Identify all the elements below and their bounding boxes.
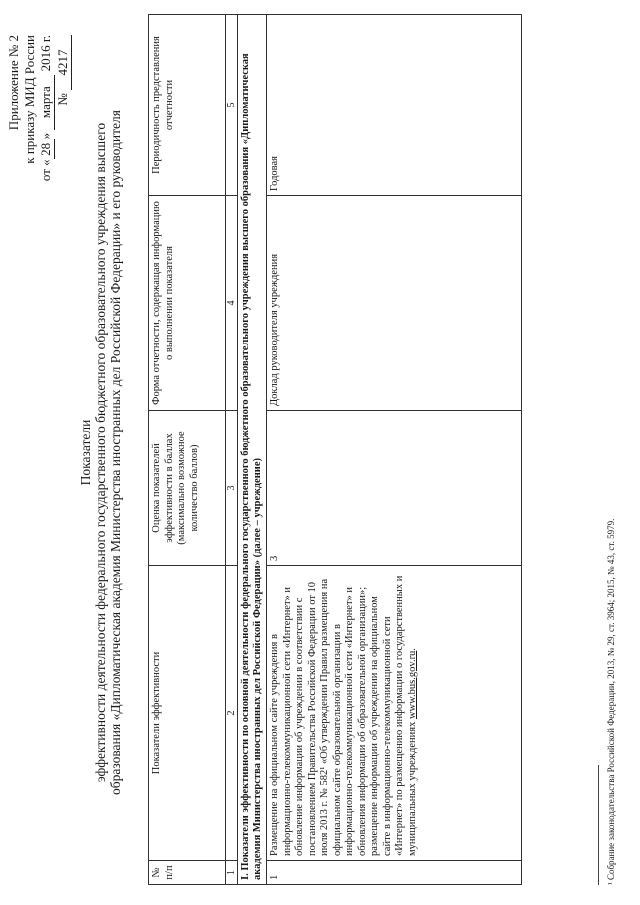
indicator-text-end: .: [406, 648, 418, 651]
section-heading-row: [238, 15, 267, 885]
header-report-form: Форма отчетности, содержащая информацию о выполнении показателя: [149, 196, 226, 411]
number-prefix: №: [55, 90, 70, 106]
footnote: [606, 519, 616, 885]
header-periodicity: Периодичность представления отчетности: [149, 15, 226, 196]
row-periodicity: Годовая: [267, 15, 522, 196]
appendix-title: Приложение № 2: [6, 35, 21, 131]
date-day: 28: [38, 139, 55, 159]
column-number-row: [226, 15, 238, 885]
appendix-order: к приказу МИД России: [22, 35, 37, 164]
document-title: [78, 0, 123, 905]
footnote-separator: [598, 765, 599, 885]
column-number: 1: [226, 861, 238, 885]
indicator-text-2: размещение информации об учреждении на официальном сайте в информационно-телекоммуникационной сети «Интернет» по размещению информации о государственных и муниципальных учреждениях: [369, 575, 418, 856]
title-line-3: образования «Дипломатическая академия Министерства иностранных дел Российской Федерации» и его руководителя: [108, 110, 123, 795]
date-year: 2016 г.: [38, 35, 53, 75]
header-indicator: Показатели эффективности: [149, 566, 226, 861]
table-row: [267, 15, 522, 885]
indicators-table: [148, 14, 522, 885]
bus-gov-link[interactable]: www.bus.gov.ru: [406, 650, 418, 720]
order-number: 4217: [55, 35, 72, 90]
date-month: марта: [38, 75, 55, 130]
appendix-header: [6, 35, 72, 181]
row-indicator: [267, 566, 522, 861]
indicator-text-1: Размещение на официальном сайте учреждения в информационно-телекоммуникационной сети «Интернет» и обновление информации об учреждении в соответствии с постановлением Правительства Российской Федерации от 10 июля 2013 г. № 582¹ «Об утверждении Правил размещения на официальном сайте образовательной организации в информационно-телекоммуникационной сети «Интернет» и обновления информации об образовательной организации»;: [269, 578, 368, 856]
date-prefix: от «: [38, 159, 53, 182]
column-number: 2: [226, 566, 238, 861]
date-mid: »: [38, 129, 53, 140]
title-line-2: эффективности деятельности федерального государственного бюджетного образовательного учреждения высшего: [93, 122, 108, 783]
header-number: № п/п: [149, 861, 226, 885]
title-main: Показатели: [78, 419, 93, 486]
column-number: 4: [226, 196, 238, 411]
row-number: 1: [267, 861, 522, 885]
row-report-form: Доклад руководителя учреждения: [267, 196, 522, 411]
column-number: 3: [226, 411, 238, 566]
header-score: Оценка показателей эффективности в баллах (максимально возможное количество баллов): [149, 411, 226, 566]
table-header-row: [149, 15, 226, 885]
footnote-text: ¹ Собрание законодательства Российской Федерации, 2013, № 29, ст. 3964; 2015, № 43, ст. 5979.: [606, 518, 616, 885]
appendix-date: [38, 35, 55, 181]
row-score: 3: [267, 411, 522, 566]
appendix-number: [55, 35, 72, 181]
section-heading: I. Показатели эффективности по основной деятельности федерального государственного бюджетного образовательного учреждения высшего образования «Дипломатическая академия Министерства иностранных дел Российской Федерации» (далее – учреждение): [238, 15, 267, 885]
column-number: 5: [226, 15, 238, 196]
